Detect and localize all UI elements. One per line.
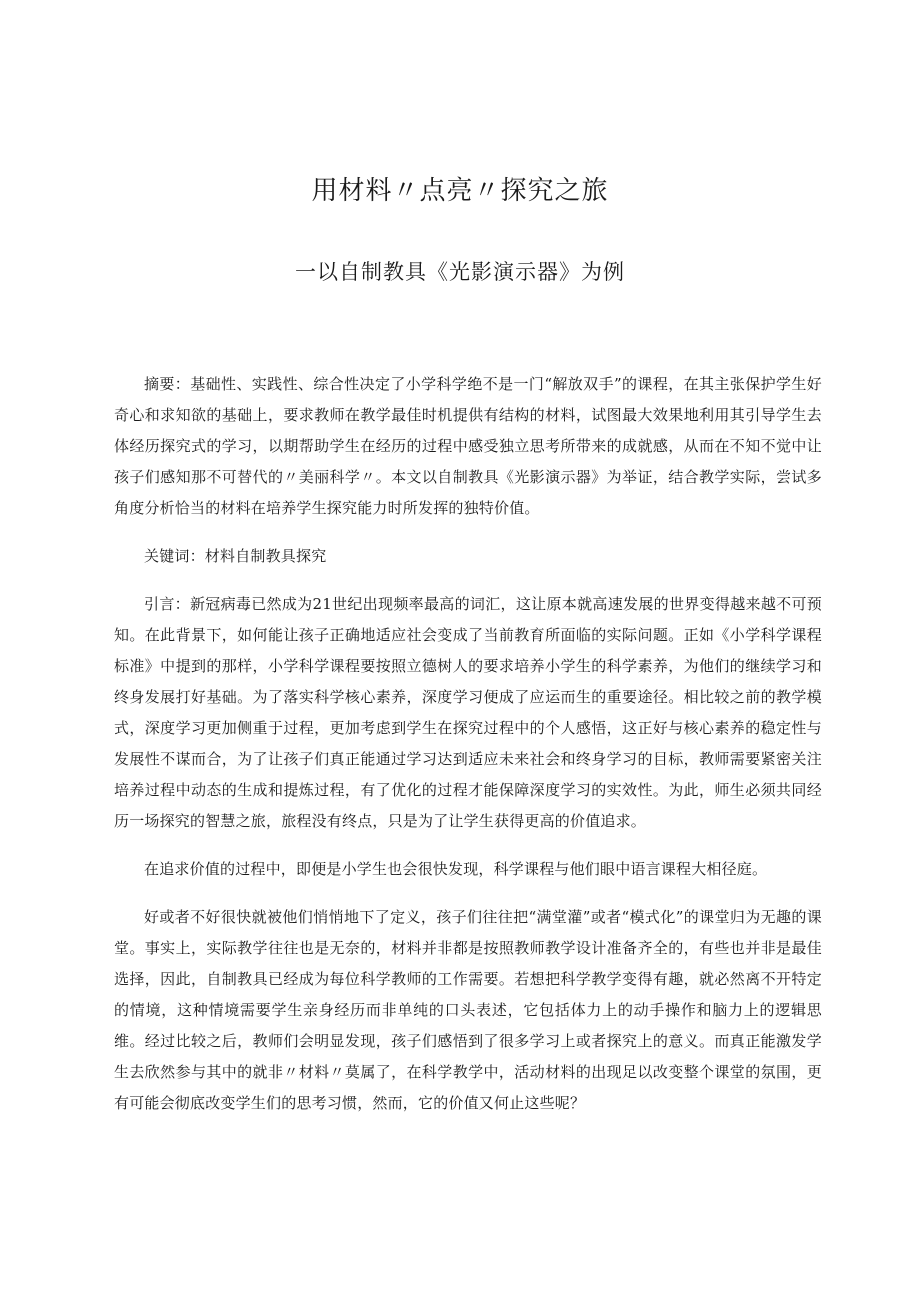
document-title: 用材料〃点亮〃探究之旅 [311,176,609,206]
document-subtitle: 一以自制教具《光影演示器》为例 [295,260,625,284]
keywords-paragraph: 关键词：材料自制教具探究 [144,547,327,565]
body-paragraph: 在追求价值的过程中，即便是小学生也会很快发现，科学课程与他们眼中语言课程大相径庭。 [144,860,768,878]
introduction-paragraph: 引言：新冠病毒已然成为21世纪出现频率最高的词汇，这让原本就高速发展的世界变得越来越不可预知。在此背景下，如何能让孩子正确地适应社会变成了当前教育所面临的实际问题。正如《小学科学课程标准》中提到的那样，小学科学课程要按照立德树人的要求培养小学生的科学素养，为他们的继续学习和终身发展打好基础。为了落实科学核心素养，深度学习便成了应运而生的重要途径。相比较之前的教学模式，深度学习更加侧重于过程，更加考虑到学生在探究过程中的个人感悟，这正好与核心素养的稳定性与发展性不谋而合，为了让孩子们真正能通过学习达到适应未来社会和终身学习的目标，教师需要紧密关注培养过程中动态的生成和提炼过程，有了优化的过程才能保障深度学习的实效性。为此，师生必须共同经历一场探究的智慧之旅，旅程没有终点，只是为了让学生获得更高的价值追求。 [114,595,822,830]
abstract-paragraph: 摘要：基础性、实践性、综合性决定了小学科学绝不是一门“解放双手”的课程，在其主张保护学生好奇心和求知欲的基础上，要求教师在教学最佳时机提供有结构的材料，试图最大效果地利用其引导学生去体经历探究式的学习，以期帮助学生在经历的过程中感受独立思考所带来的成就感，从而在不知不觉中让孩子们感知那不可替代的〃美丽科学〃。本文以自制教具《光影演示器》为举证，结合教学实际，尝试多角度分析恰当的材料在培养学生探究能力时所发挥的独特价值。 [114,375,822,517]
document-body [114,369,822,1136]
body-paragraph: 好或者不好很快就被他们悄悄地下了定义，孩子们往往把“满堂灌”或者“模式化”的课堂归为无趣的课堂。事实上，实际教学往往也是无奈的，材料并非都是按照教师教学设计准备齐全的，有些也并非是最佳选择，因此，自制教具已经成为每位科学教师的工作需要。若想把科学教学变得有趣，就必然离不开特定的情境，这种情境需要学生亲身经历而非单纯的口头表述，它包括体力上的动手操作和脑力上的逻辑思维。经过比较之后，教师们会明显发现，孩子们感悟到了很多学习上或者探究上的意义。而真正能激发学生去欣然参与其中的就非〃材料〃莫属了，在科学教学中，活动材料的出现足以改变整个课堂的氛围，更有可能会彻底改变学生们的思考习惯，然而，它的价值又何止这些呢？ [114,908,822,1112]
